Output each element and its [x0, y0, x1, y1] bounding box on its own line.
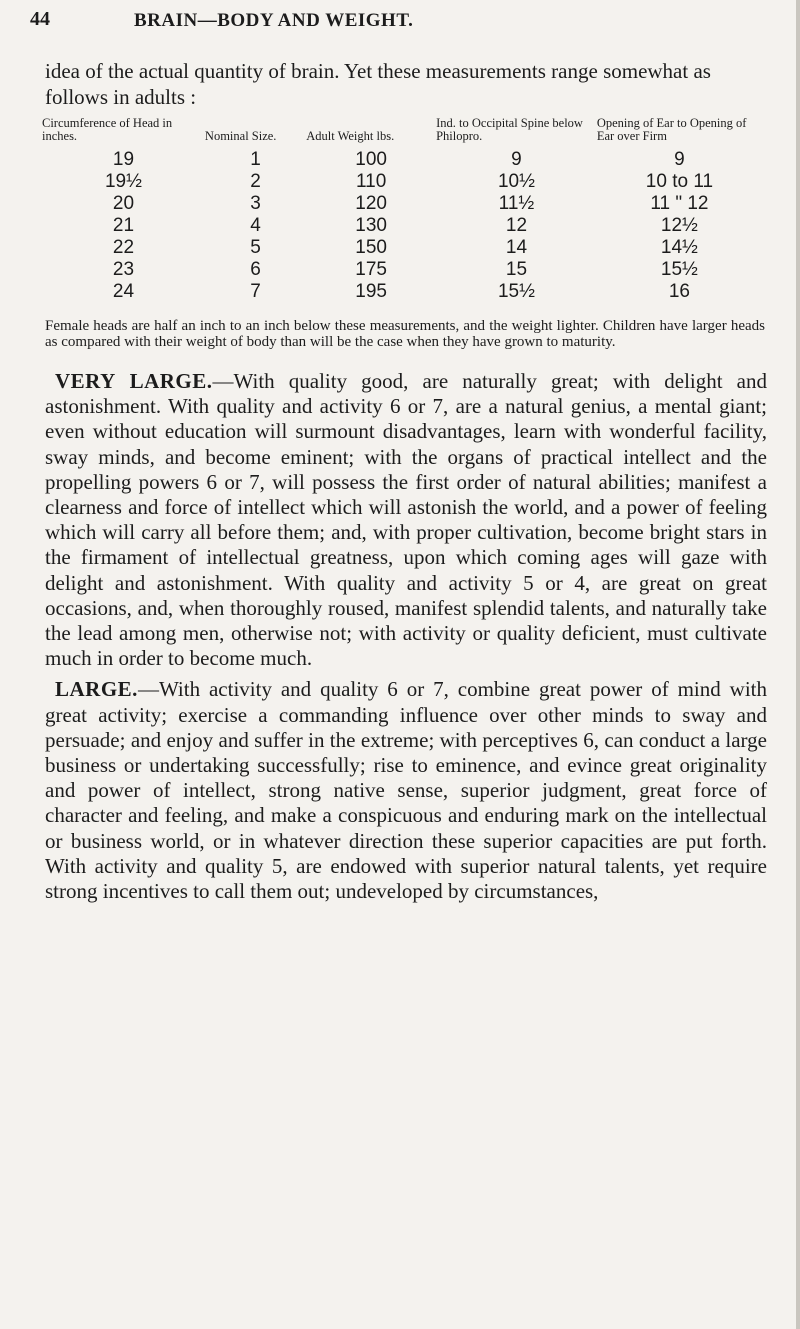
- paragraph-very-large: [45, 369, 767, 671]
- col-header-ind-occipital: Ind. to Occipital Spine below Philopro.: [436, 116, 583, 143]
- table-row: [42, 281, 762, 303]
- table-cell: 4: [250, 215, 261, 236]
- table-cell: 100: [355, 149, 387, 170]
- col-header-adult-weight: Adult Weight lbs.: [306, 129, 395, 143]
- table-cell: 19: [112, 149, 135, 170]
- table-cell: 24: [112, 281, 135, 302]
- table-cell: 10 to 11: [645, 171, 714, 192]
- table-cell: 7: [250, 281, 261, 302]
- table-cell: 3: [250, 193, 261, 214]
- paragraph-lead: VERY LARGE.: [55, 369, 213, 393]
- table-cell: 2: [250, 171, 261, 192]
- intro-paragraph: idea of the actual quantity of brain. Yet these measurements range somewhat as follows in adults :: [45, 59, 711, 109]
- table-row: [42, 171, 762, 193]
- table-row: [42, 215, 762, 237]
- page-header: [30, 8, 770, 38]
- table-cell: 22: [112, 237, 135, 258]
- table-cell: 20: [112, 193, 135, 214]
- intro-text: [45, 58, 765, 110]
- table-cell: 9: [511, 149, 522, 170]
- table-note: [45, 318, 765, 350]
- table-cell: 11 " 12: [650, 193, 709, 214]
- table-row: [42, 193, 762, 215]
- table-cell: 19½: [104, 171, 142, 192]
- paragraph-text: —With quality good, are naturally great; with delight and astonishment. With quality and activity 6 or 7, are a natural genius, a mental giant; even without education will surmount disadvantages, learn with wonderful facility, sway minds, and become eminent; with the organs of practical intellect and the propelling powers 6 or 7, will possess the first order of natural abilities; manifest a clearness and force of intellect which will astonish the world, and a power of feeling which will carry all before them; and, with proper cultivation, become bright stars in the firmament of intellectual greatness, upon which coming ages will gaze with delight and astonishment. With quality and activity 5 or 4, are great on great occasions, and, when thoroughly roused, manifest splendid talents, and naturally take the lead among men, otherwise not; with activity or quality deficient, must cultivate much in order to become much.: [45, 369, 768, 671]
- table-cell: 150: [355, 237, 387, 258]
- note-paragraph: Female heads are half an inch to an inch below these measurements, and the weight lighter. Children have larger heads as compared with their weight of body than will be the case when they have grown to maturity.: [45, 318, 765, 350]
- table-cell: 9: [674, 149, 685, 170]
- table-cell: 110: [356, 171, 387, 192]
- table-cell: 23: [112, 259, 135, 280]
- table-cell: 12½: [660, 215, 698, 236]
- paragraph-large: [45, 677, 767, 904]
- col-header-ear-opening: Opening of Ear to Opening of Ear over Firm: [596, 116, 747, 143]
- paragraph-text: —With activity and quality 6 or 7, combine great power of mind with great activity; exercise a commanding influence over other minds to sway and persuade; and enjoy and suffer in the extreme; with perceptives 6, can conduct a large business or undertaking successfully; rise to eminence, and evince great originality and power of intellect, strong native sense, superior judgment, great force of character and feeling, and make a conspicuous and enduring mark on the intellectual or business world, or in whatever direction these superior capacities are put forth. With activity and quality 5, are endowed with superior natural talents, yet require strong incentives to call them out; undeveloped by circumstances,: [45, 677, 767, 904]
- table-cell: 5: [250, 237, 261, 258]
- body-text: [45, 369, 767, 910]
- table-cell: 15½: [660, 259, 698, 280]
- col-header-circumference: Circumference of Head in inches.: [42, 116, 173, 143]
- table-cell: 15: [505, 259, 528, 280]
- table-cell: 6: [250, 259, 261, 280]
- page-number: 44: [30, 8, 50, 30]
- table-cell: 15½: [497, 281, 535, 302]
- table-cell: 16: [668, 281, 690, 302]
- col-header-nominal-size: Nominal Size.: [204, 129, 277, 143]
- table-cell: 10½: [497, 171, 535, 192]
- table-row: [42, 149, 762, 171]
- table-row: [42, 259, 762, 281]
- table-cell: 120: [355, 193, 387, 214]
- table-cell: 1: [250, 149, 261, 170]
- paragraph-lead: LARGE.: [55, 677, 138, 702]
- running-head: BRAIN—BODY AND WEIGHT.: [134, 10, 414, 31]
- table-cell: 21: [112, 215, 135, 236]
- page-edge: [796, 0, 800, 1329]
- table-cell: 175: [355, 259, 387, 280]
- table-cell: 195: [355, 281, 387, 302]
- table-row: [42, 237, 762, 259]
- measurements-table: [42, 117, 762, 303]
- table-cell: 14½: [660, 237, 698, 258]
- table-cell: 130: [355, 215, 387, 236]
- table-cell: 12: [505, 215, 528, 236]
- table-header-row: [42, 117, 762, 149]
- table-cell: 14: [505, 237, 528, 258]
- table-cell: 11½: [498, 193, 535, 214]
